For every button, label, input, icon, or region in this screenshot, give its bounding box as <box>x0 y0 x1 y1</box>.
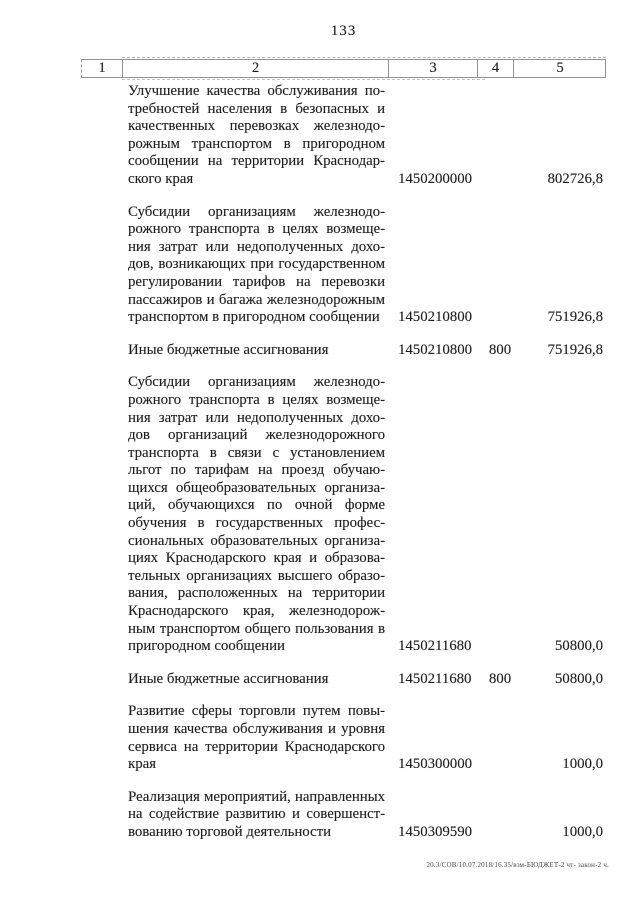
cell-target-code: 1450300000 <box>398 756 472 773</box>
table-row <box>81 671 606 689</box>
cell-target-code: 1450211680 <box>398 638 472 655</box>
cell-amount: 50800,0 <box>554 670 603 687</box>
cell-name: Иные бюджетные ассигнования <box>128 670 329 687</box>
cell-amount: 802726,8 <box>547 170 603 187</box>
header-cell-5: 5 <box>556 60 564 76</box>
cell-name: Реализация мероприятий, направленных на содействие развитию и совершенст- вованию торговой деятельности <box>128 788 385 840</box>
cell-name: Субсидии организациям железнодо- рожного транспорта в целях возмеще- ния затрат или недополученных дохо- дов, возникающих при государственном регулировании тарифов на перевозки пассажиров и багажа железнодорожным транспортом в пригородном сообщении <box>128 203 385 326</box>
table-row <box>81 703 606 773</box>
table-row <box>81 204 606 327</box>
cell-target-code: 1450211680 <box>398 670 472 687</box>
cell-name: Субсидии организациям железнодо- рожного транспорта в целях возмеще- ния затрат или недополученных дохо- дов организаций железнодорожного транспорта в связи с установлением льгот по тарифам на проезд обучаю- щихся общеобразовательных организа- ций, обучающихся по очной форме обучения в государственных профес- сиональных образовательных организа- циях Краснодарского края и образова- тельных организациях высшего образо- вания, расположенных на территории Краснодарского края, железнодорож- ным транспортом общего пользования в пригородном сообщении <box>128 374 385 655</box>
header-cell-3: 3 <box>389 60 478 77</box>
cell-name: Развитие сферы торговли путем повы- шения качества обслуживания и уровня сервиса на территории Краснодарского края <box>128 703 385 773</box>
budget-table <box>81 59 606 842</box>
cell-expense-type: 800 <box>488 341 512 358</box>
cell-expense-type: 800 <box>488 670 512 687</box>
table-row <box>81 374 606 656</box>
cell-target-code: 1450210800 <box>398 341 472 358</box>
cell-amount: 751926,8 <box>547 309 603 326</box>
cell-name: Улучшение качества обслуживания по- требностей населения в безопасных и качественных перевозках железнодо- рожным транспортом в пригородном сообщении на территории Краснодар- ского края <box>128 83 385 187</box>
cell-name: Иные бюджетные ассигнования <box>128 341 329 358</box>
table-row <box>81 789 606 842</box>
table-row <box>81 83 606 189</box>
cell-target-code: 1450210800 <box>398 309 472 326</box>
header-cell-4: 4 <box>478 60 514 77</box>
table-row <box>81 342 606 360</box>
header-cell-1: 1 <box>82 60 123 77</box>
cell-amount: 1000,0 <box>562 756 603 773</box>
cell-target-code: 1450200000 <box>398 170 472 187</box>
cell-target-code: 1450309590 <box>398 823 472 840</box>
page-number: 133 <box>330 23 357 39</box>
table-body <box>81 83 606 842</box>
header-cell-2: 2 <box>123 60 389 77</box>
cell-amount: 1000,0 <box>562 823 603 840</box>
cell-amount: 751926,8 <box>547 341 603 358</box>
table-header-row <box>81 59 606 78</box>
cell-amount: 50800,0 <box>554 638 603 655</box>
footer-stamp: 20.3/СОВ/10.07.2018/16.35/взм-БЮДЖЕТ-2 чт- закон-2 ч. <box>426 861 609 869</box>
